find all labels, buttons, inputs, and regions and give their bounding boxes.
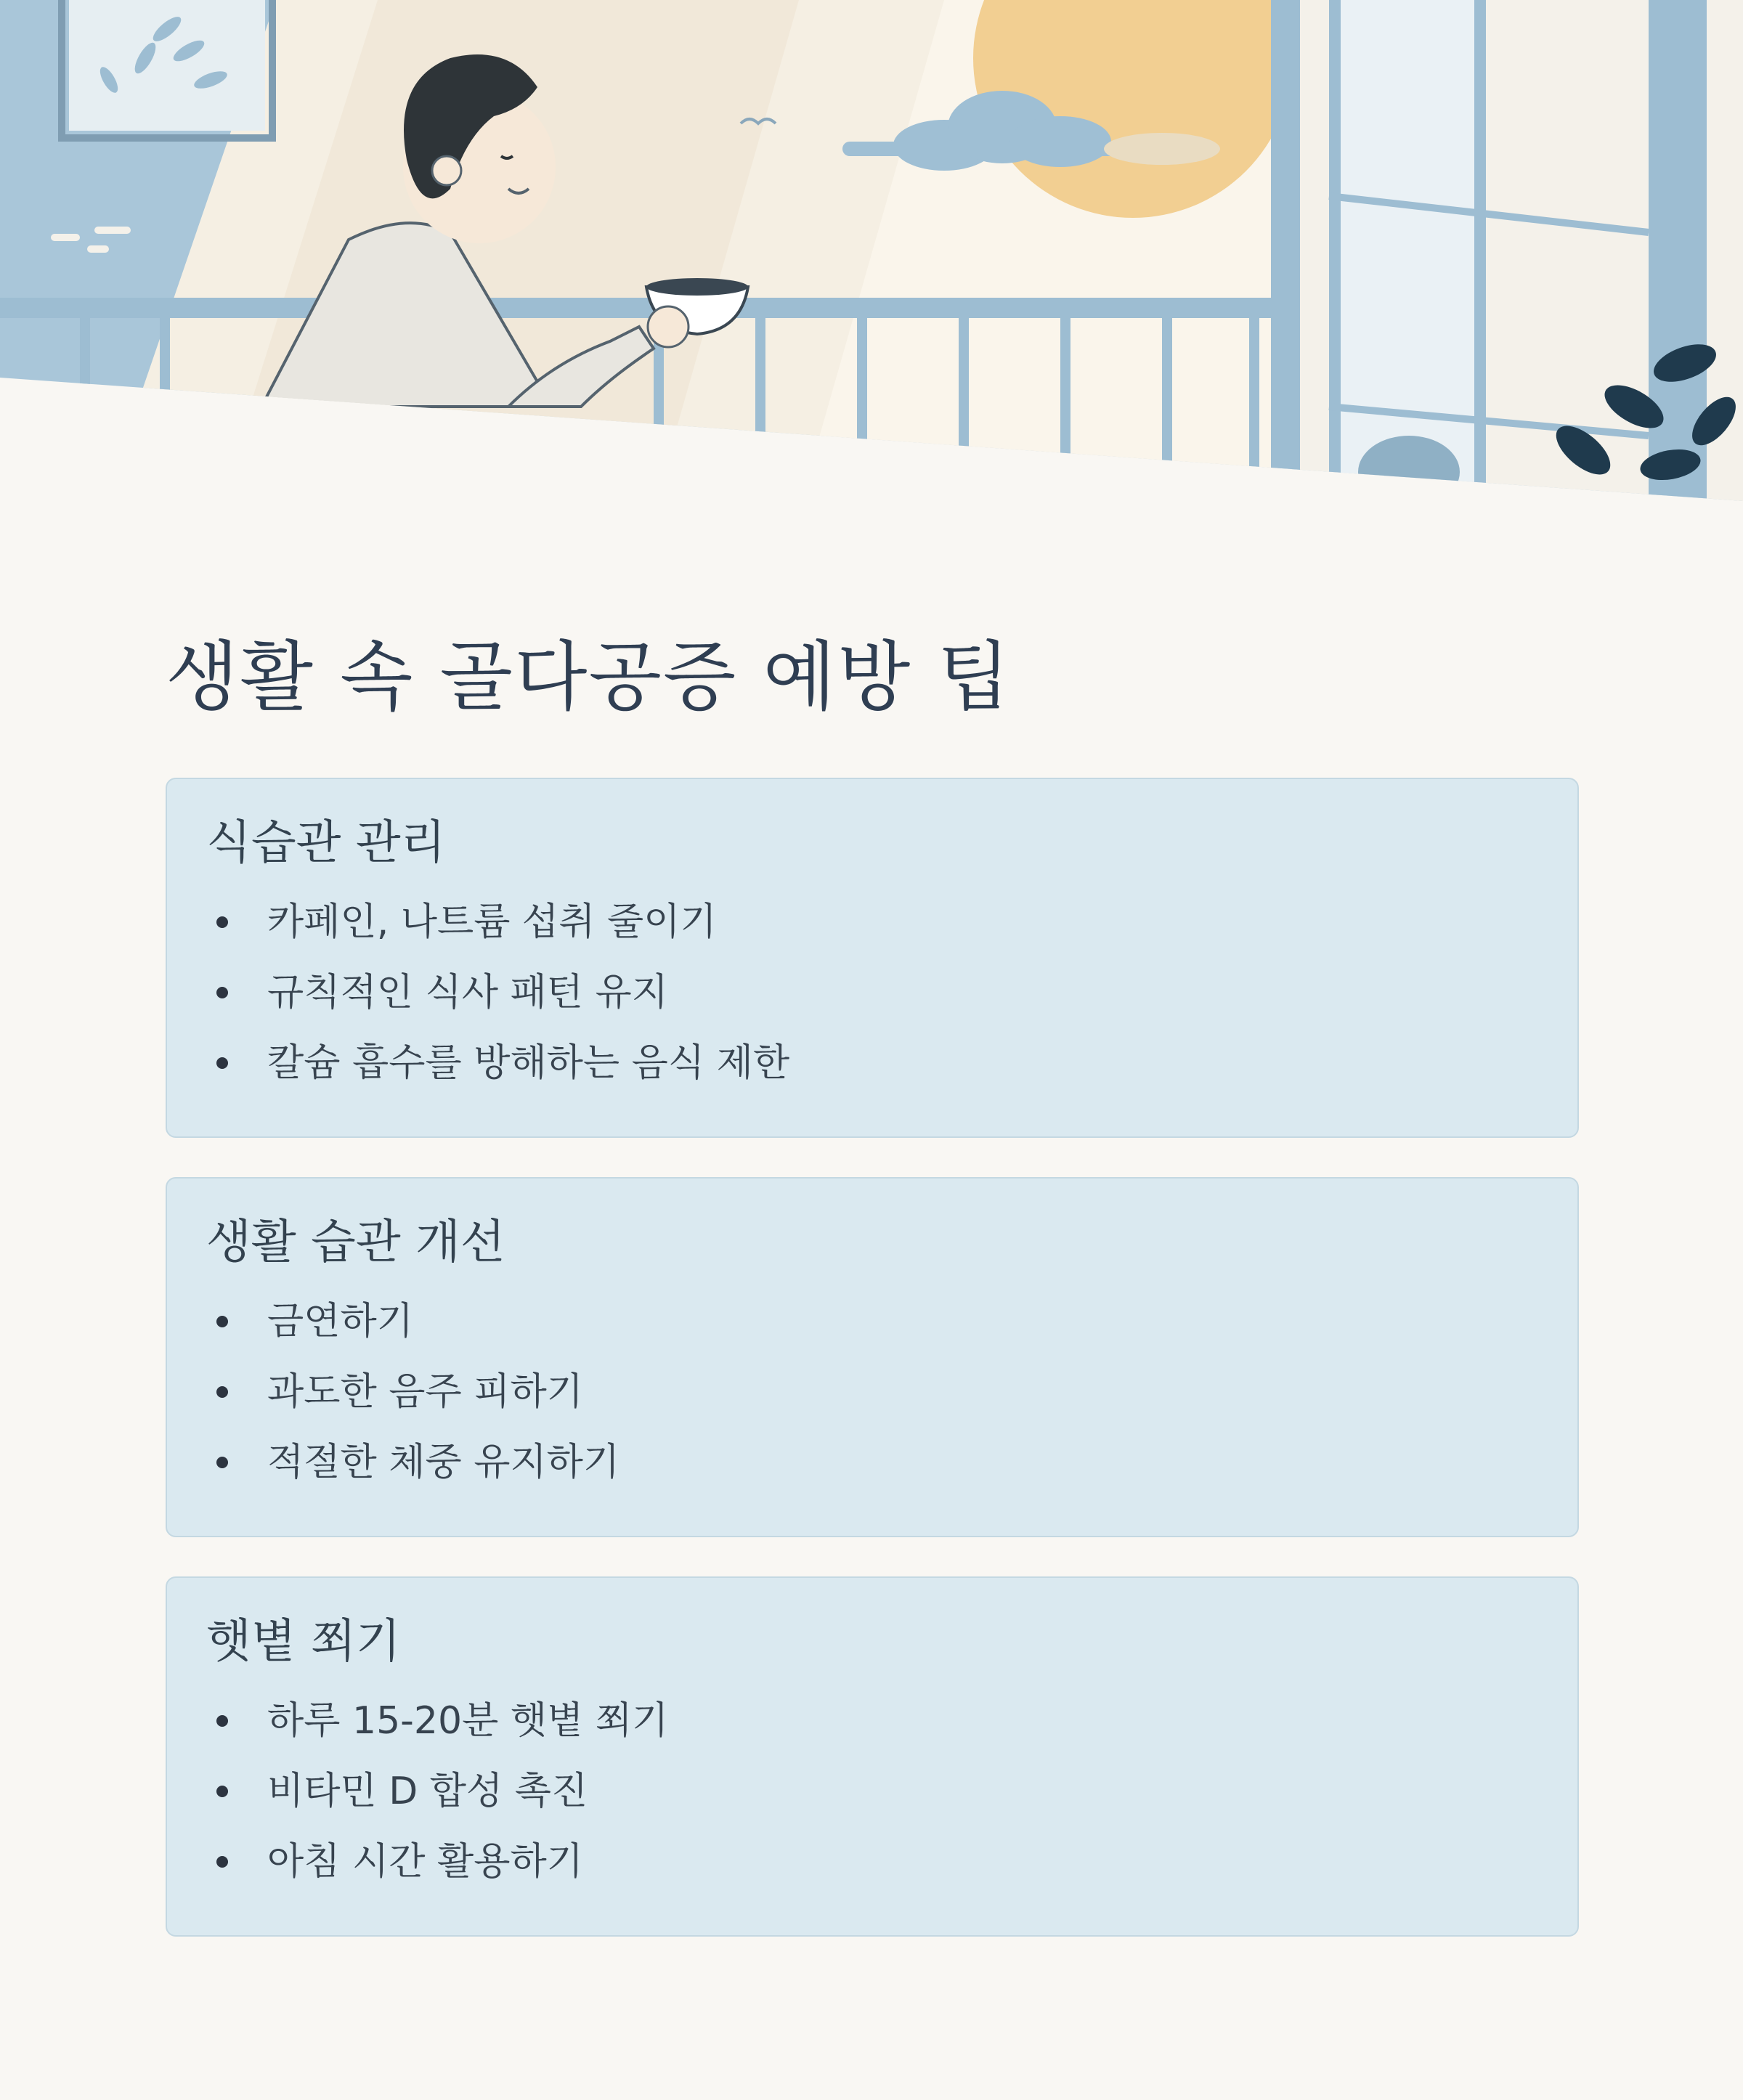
- bullet-icon: [216, 987, 228, 998]
- list-item-text: 적절한 체중 유지하기: [267, 1440, 620, 1484]
- list-item-text: 아침 시간 활용하기: [267, 1839, 583, 1884]
- list-item-text: 비타민 D 합성 촉진: [267, 1769, 588, 1813]
- bullet-icon: [216, 1316, 228, 1327]
- card-title: 햇볕 쬐기: [206, 1614, 401, 1669]
- list-item-text: 규칙적인 식사 패턴 유지: [267, 970, 668, 1014]
- bullet-icon: [216, 1856, 228, 1868]
- bullet-icon: [216, 916, 228, 928]
- tip-list: [206, 1696, 1538, 1908]
- list-item: [206, 898, 1538, 968]
- bullet-icon: [216, 1386, 228, 1398]
- bullet-icon: [216, 1786, 228, 1797]
- tip-list: [206, 898, 1538, 1109]
- list-item: [206, 1438, 1538, 1508]
- list-item-text: 금연하기: [267, 1299, 413, 1343]
- card-title: 생활 습관 개선: [206, 1215, 505, 1269]
- hero-illustration: [0, 0, 1743, 508]
- main-content: [166, 632, 1579, 1937]
- bullet-icon: [216, 1457, 228, 1468]
- card-title: 식습관 관리: [206, 815, 446, 870]
- list-item-text: 칼슘 흡수를 방해하는 음식 제한: [267, 1041, 790, 1085]
- list-item: [206, 1367, 1538, 1438]
- list-item: [206, 1696, 1538, 1767]
- bullet-icon: [216, 1715, 228, 1727]
- bullet-icon: [216, 1057, 228, 1069]
- list-item: [206, 1837, 1538, 1908]
- tip-card-sunlight: [166, 1576, 1579, 1937]
- list-item-text: 하루 15-20분 햇볕 쬐기: [267, 1698, 669, 1743]
- page-title: 생활 속 골다공증 예방 팁: [166, 632, 1012, 721]
- list-item: [206, 1038, 1538, 1109]
- list-item: [206, 1297, 1538, 1367]
- list-item: [206, 1767, 1538, 1837]
- list-item-text: 과도한 음주 피하기: [267, 1370, 583, 1414]
- list-item-text: 카페인, 나트륨 섭취 줄이기: [267, 900, 717, 944]
- tip-card-lifestyle: [166, 1177, 1579, 1537]
- tip-card-diet: [166, 778, 1579, 1138]
- tip-list: [206, 1297, 1538, 1508]
- list-item: [206, 968, 1538, 1038]
